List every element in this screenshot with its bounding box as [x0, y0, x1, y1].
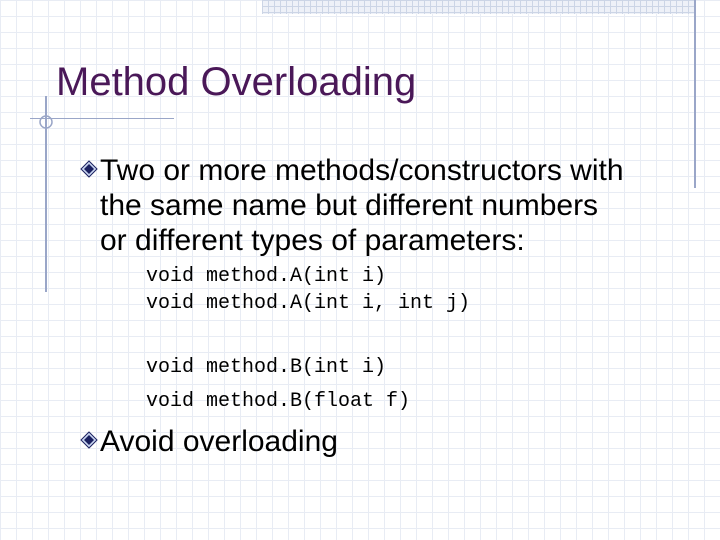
bullet-1-line-2: the same name but different numbers — [100, 189, 599, 222]
bullet-1-line-3: or different types of parameters: — [100, 224, 525, 257]
code-line: void method.B(float f) — [146, 390, 411, 413]
top-decoration-band — [262, 0, 694, 14]
code-line: void method.A(int i) — [146, 265, 387, 288]
bullet-1-line-1: Two or more methods/constructors with — [100, 154, 624, 187]
diamond-bullet-icon — [80, 431, 98, 449]
crosshair-icon — [32, 110, 56, 134]
right-vertical-rule — [694, 0, 696, 188]
code-line: void method.B(int i) — [146, 356, 387, 379]
bullet-paragraph-1 — [100, 153, 624, 258]
code-line: void method.A(int i, int j) — [146, 292, 471, 315]
slide-title: Method Overloading — [56, 60, 417, 104]
bullet-paragraph-2: Avoid overloading — [100, 425, 338, 458]
diamond-bullet-icon — [80, 160, 98, 178]
